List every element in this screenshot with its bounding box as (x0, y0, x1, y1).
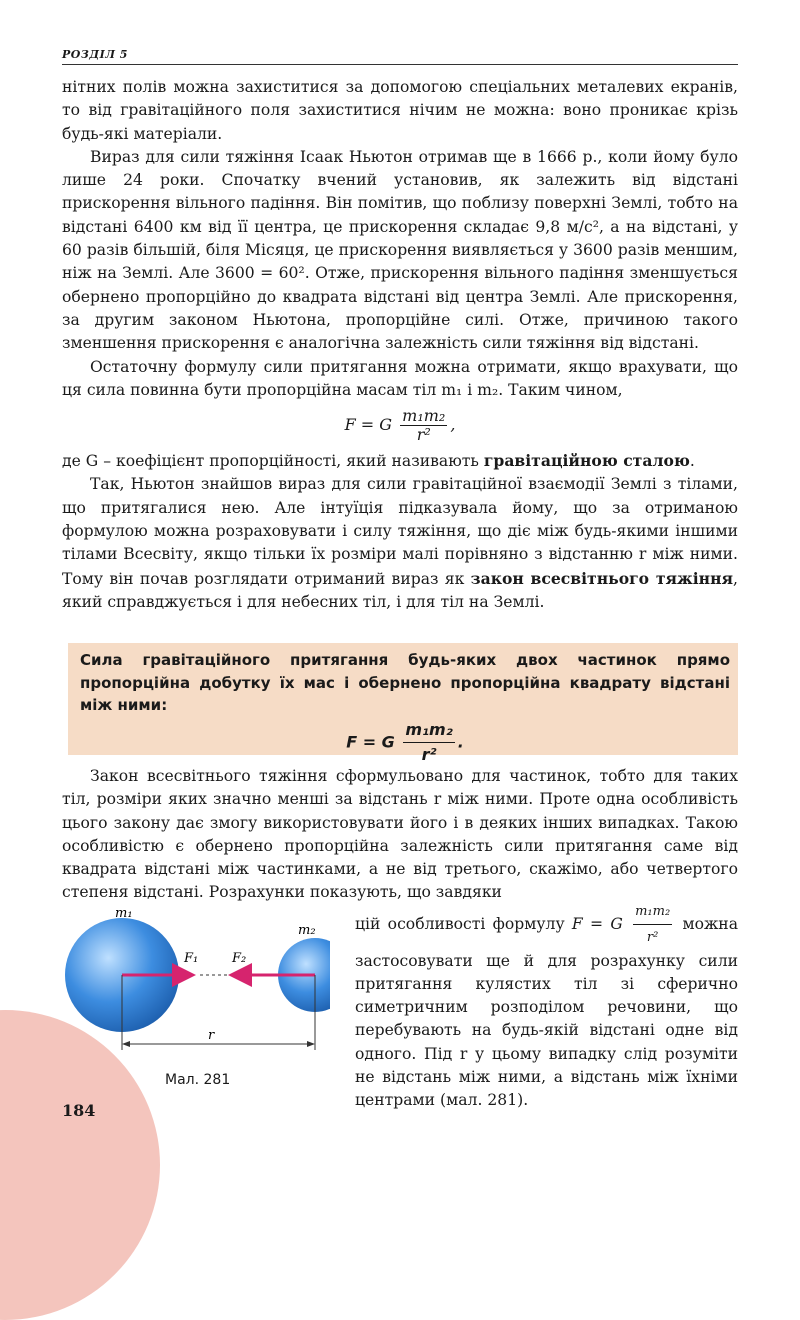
paragraph-2: Вираз для сили тяжіння Ісаак Ньютон отримав ще в 1666 р., коли йому було лише 24 роки. Спочатку вчений установив, як залежить від відстані прискорення вільного падіння. Він помітив, що поблизу поверхні Землі, тобто на відстані 6400 км від її центра, це прискорення складає 9,8 м/с², а на відстані, у 60 разів більшій, біля Місяця, це прискорення виявляється у 3600 разів меншим, ніж на Землі. Але 3600 = 60². Отже, прискорення вільного падіння зменшується обернено пропорційно до квадрата відстані від центра Землі. Але прискорення, за другим законом Ньютона, пропорційне силі. Отже, причиною такого зменшення прискорення є аналогічна залежність сили тяжіння від відстані. (62, 147, 738, 353)
p5-text: Так, Ньютон знайшов вираз для сили гравітаційної взаємодії Землі з тілами, що притягалися нею. Але інтуїція підказувала йому, що за отриманою формулою можна розраховувати і силу тяжіння, що діє між будь-якими іншими тілами Всесвіту, якщо тільки їх розміри малі порівняно з відстанню r між ними. Тому він почав розглядати отриманий вираз як (62, 475, 738, 588)
law-formula-numerator: m₁m₂ (403, 719, 454, 744)
paragraph-3: Остаточну формулу сили притягання можна отримати, якщо врахувати, що ця сила повинна бути пропорційна масам тіл m₁ і m₂. Таким чином, (62, 357, 738, 399)
inline-formula-lhs: F = G (571, 914, 623, 933)
label-f2: F₂ (232, 951, 247, 966)
law-formula-lhs: F = G (346, 732, 395, 751)
gravity-diagram (60, 900, 330, 1070)
page-number: 184 (62, 1101, 96, 1120)
figure-caption: Мал. 281 (165, 1072, 231, 1088)
main-text-column (62, 76, 738, 614)
formula-denominator: r² (416, 425, 431, 445)
section-header: РОЗДІЛ 5 (62, 48, 738, 65)
formula-lhs: F = G (344, 415, 393, 435)
law-statement: Сила гравітаційного притягання будь-яких двох частинок прямо пропорційна добутку їх мас і обернено пропорційна квадрату відстані між ними: (80, 651, 730, 714)
formula-fraction (400, 408, 447, 443)
label-f1: F₁ (184, 951, 199, 966)
law-box-content (80, 649, 730, 767)
law-formula-fraction (403, 719, 454, 767)
p7-text-rest: можна застосовувати ще й для розрахунку сили притягання кулястих тіл зі сферично симетричним розподілом речовини, що перебувають на будь-якій відстані одне від одного. Під r у цьому випадку слід розуміти не відстань між ними, а відстань між їхніми центрами (мал. 281). (355, 914, 738, 1110)
paragraph-4 (62, 449, 738, 473)
inline-formula-denominator: r² (646, 930, 659, 946)
paragraph-6: Закон всесвітнього тяжіння сформульовано для частинок, тобто для таких тіл, розміри яких значно менші за відстань r між ними. Проте одна особливість цього закону дає змогу використовувати його і в деяких інших випадках. Такою особливістю є обернено пропорційна залежність сили притягання саме від квадрата відстані між частинками, а не від третього, скажімо, або четвертого степеня відстані. Розрахунки показують, що завдяки (62, 767, 738, 902)
p4-text: де G – коефіцієнт пропорційності, який називають (62, 452, 484, 471)
law-formula-tail: . (457, 732, 464, 751)
inline-formula-numerator: m₁m₂ (633, 900, 672, 925)
formula-tail: , (450, 415, 456, 435)
formula-numerator: m₁m₂ (402, 406, 446, 426)
p4-end: . (689, 452, 695, 471)
gravitational-constant-term: гравітаційною сталою (483, 451, 690, 471)
lower-text-column (62, 765, 738, 905)
label-r: r (208, 1028, 215, 1043)
gravity-formula (62, 408, 738, 443)
label-m1: m₁ (115, 906, 133, 921)
right-text-column (355, 900, 738, 1113)
p5-end: , який справджується і для небесних тіл, і для тіл на Землі. (62, 569, 738, 611)
inline-formula-fraction (633, 900, 672, 950)
inline-formula (571, 904, 683, 946)
law-formula (80, 719, 730, 767)
figure-281 (60, 900, 330, 1100)
universal-gravitation-term: закон всесвітнього тяжіння (470, 568, 734, 588)
paragraph-1: нітних полів можна захиститися за допомогою спеціальних металевих екранів, то від гравітаційного поля захиститися нічим не можна: воно проникає крізь будь-які матеріали. (62, 78, 738, 143)
paragraph-7 (355, 900, 738, 1113)
law-formula-denominator: r² (421, 745, 437, 764)
label-m2: m₂ (298, 923, 316, 938)
p7-text-start: цій особливості формулу (355, 914, 565, 933)
paragraph-5 (62, 473, 738, 614)
